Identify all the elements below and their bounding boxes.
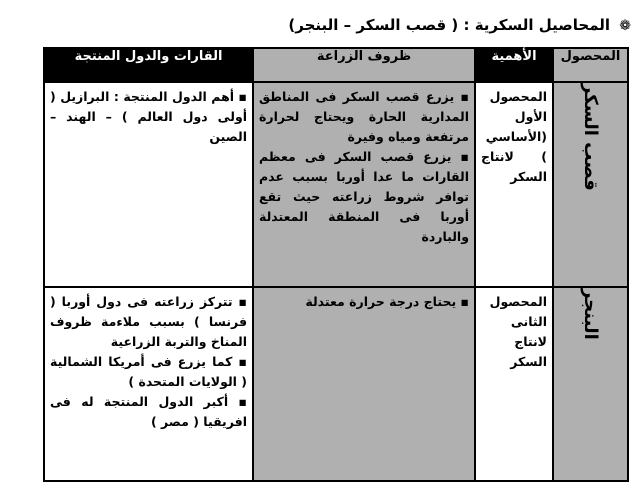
continent-item: ▪ أهم الدول المنتجة : البرازيل ( أولى دول العالم ) – الهند – الصين [50, 89, 247, 144]
table-row-sugarcane [44, 82, 628, 287]
crop-cell [553, 82, 628, 287]
table-row-beet [44, 287, 628, 481]
page-title [288, 16, 631, 34]
continents-cell [44, 287, 253, 481]
header-conditions: ظروف الزراعة [253, 48, 475, 82]
condition-item: ▪ يزرع قصب السكر فى معظم القارات ما عدا أوربا بسبب عدم توافر شروط زراعته حيث تقع أوربا فى المنطقة المعتدلة والباردة [259, 149, 469, 244]
condition-item: ▪ يزرع قصب السكر فى المناطق المدارية الحارة ويحتاج لحرارة مرتفعة ومياه وفيرة [259, 89, 469, 144]
crop-name: قصب السكر [580, 83, 601, 191]
crop-name: البنجر [580, 288, 601, 340]
importance-text: المحصول الثانى لانتاج السكر [489, 294, 547, 369]
continents-cell [44, 82, 253, 287]
header-crop: المحصول [553, 48, 628, 82]
condition-item: ▪ يحتاج درجة حرارة معتدلة [305, 294, 469, 309]
flower-bullet-icon: ❁ [619, 18, 631, 34]
continent-item: ▪ أكبر الدول المنتجة له فى افريقيا ( مصر ) [50, 394, 247, 429]
header-continents: القارات والدول المنتجة [44, 48, 253, 82]
importance-text: المحصول الأول (الأساسي ) لانتاج السكر [481, 89, 547, 184]
conditions-cell [253, 82, 475, 287]
importance-cell [475, 82, 553, 287]
title-text: المحاصيل السكرية : ( قصب السكر – البنجر) [288, 16, 611, 34]
continent-item: ▪ كما يزرع فى أمريكا الشمالية ( الولايات المتحدة ) [50, 354, 247, 389]
table-header-row [44, 48, 628, 82]
continent-item: ▪ تتركز زراعته فى دول أوربا ( فرنسا ) بسبب ملاءمة ظروف المناخ والتربة الزراعية [50, 294, 247, 349]
crop-cell [553, 287, 628, 481]
sugar-crops-table [43, 47, 629, 482]
header-importance: الأهمية [475, 48, 553, 82]
conditions-cell [253, 287, 475, 481]
importance-cell [475, 287, 553, 481]
